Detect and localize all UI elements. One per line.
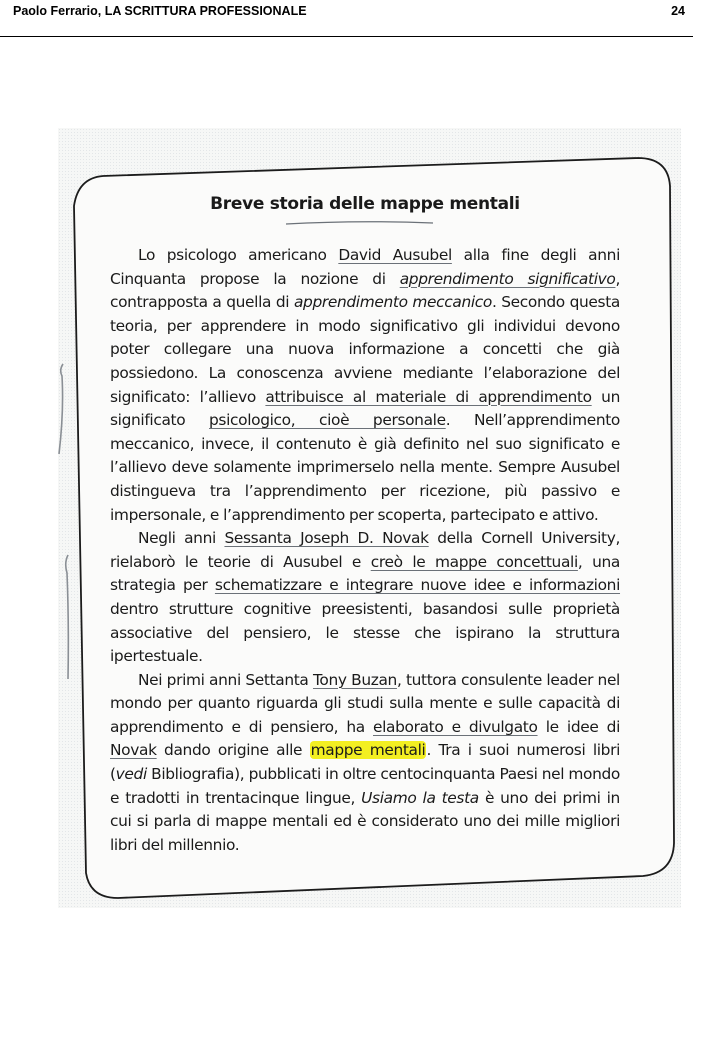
margin-pen-mark-1 [55,362,69,462]
body-text: dando origine alle [156,741,310,760]
body-text: , tuttora consulente leader nel mondo per quanto riguarda gli studi sulla mente e sulle capacità di apprendimento e di pensiero, ha [110,670,620,736]
page-header [0,0,693,37]
italic-text: Usiamo la testa [361,788,479,807]
pen-underlined-text: creò le mappe concettuali [370,552,578,571]
body-text: le idee di [537,717,620,736]
page-number: 24 [671,4,685,18]
body-text: Lo psicologo americano [138,246,339,264]
highlighted-text: mappe mentali [310,741,426,760]
body-text: Bibliografia), pubblicati in oltre centocinquanta Paesi nel mondo e tradotti in trentacinque lingue, [110,765,620,807]
italic-text: vedi [115,765,147,784]
body-text: , contrapposta a quella di [110,269,620,312]
margin-pen-mark-2 [62,553,76,683]
pen-underlined-text: schematizzare e integrare nuove idee e informazioni [214,576,621,595]
pen-underlined-text: attribuisce al materiale di apprendimento [265,387,592,406]
pen-underlined-italic-text: apprendimento significativo [399,269,616,288]
body-text: . Nell’apprendimento meccanico, invece, il contenuto è già definito nel suo significato e l’allievo deve solamente imprimerselo nella mente. Sempre Ausubel distingueva tra l’apprendimento per ricezione, più passivo e impersonale, e l’apprendimento per scoperta, partecipato e attivo. [110,411,621,524]
body-text: è uno dei primi in cui si parla di mappe mentali ed è considerato uno dei mille migliori libri del millennio. [110,788,620,854]
body-text: , una strategia per [110,552,620,595]
pen-underlined-text: elaborato e divulgato [373,717,538,736]
body-text: Negli anni [138,529,225,548]
pen-underlined-text: David Ausubel [338,246,452,264]
paragraph-ausubel [110,244,620,527]
body-text: della Cornell University, rielaborò le teorie di Ausubel e [110,529,620,571]
body-text: alla fine degli anni Cinquanta propose la nozione di [110,246,620,288]
document-title: Breve storia delle mappe mentali [210,194,520,214]
body-text: dentro strutture cognitive preesistenti, basandosi sulle proprietà associative del pensiero, le stesse che ispirano la struttura ipertestuale. [110,599,620,666]
paragraph-buzan [110,669,620,858]
pen-underlined-text: Novak [110,741,157,760]
body-text: Nei primi anni Settanta [138,670,313,689]
header-title: Paolo Ferrario, LA SCRITTURA PROFESSIONALE [13,4,307,18]
body-text: . Tra i suoi numerosi libri ( [110,741,620,784]
pen-underlined-text: Tony Buzan [312,670,397,689]
pen-underlined-text: psicologico, cioè personale [209,411,446,430]
paragraph-novak [110,527,620,669]
pen-underlined-text: Sessanta Joseph D. Novak [224,529,429,548]
document-body [110,190,620,857]
body-text: un significato [110,387,620,430]
body-text: . Secondo questa teoria, per apprendere in modo significativo gli individui devono poter collegare una nuova informazione a concetti che già possiedono. La conoscenza avviene mediante l’elaborazione del significato: l’allievo [110,293,620,406]
italic-text: apprendimento meccanico [293,293,492,312]
